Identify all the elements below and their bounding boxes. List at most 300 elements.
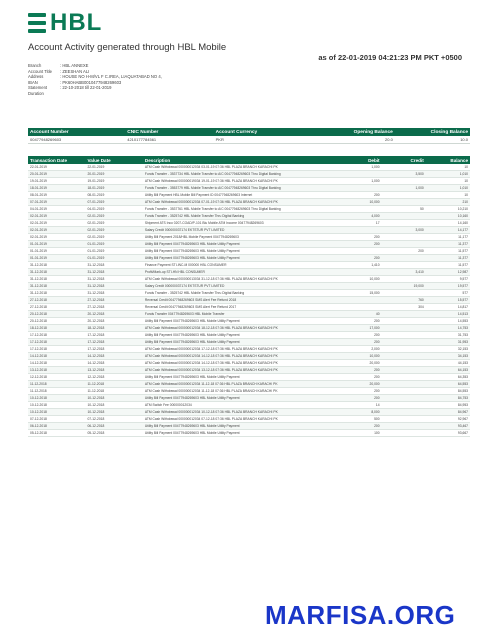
table-row: [28, 178, 470, 185]
table-cell: 1,000: [382, 185, 426, 192]
column-header: Credit: [382, 156, 426, 164]
table-cell: [382, 374, 426, 381]
table-cell: 32,153: [426, 346, 470, 353]
table-cell: 02-01-2019: [85, 227, 142, 234]
info-value: : HOUSE NO H-M/VL F C.IREA, LIAQUATABAD NO 4,: [60, 74, 162, 80]
table-cell: 1,000: [337, 164, 381, 171]
table-cell: 20,000: [337, 381, 381, 388]
table-cell: 06-12-2018: [85, 423, 142, 430]
table-cell: 27-12-2018: [28, 304, 85, 311]
table-cell: [382, 339, 426, 346]
table-cell: [382, 318, 426, 325]
table-cell: 1,000: [337, 178, 381, 185]
table-row: [28, 283, 470, 290]
table-cell: Utility Bill Payment 00477948269603 HBL Mobile Utility Payment: [143, 395, 337, 402]
table-cell: 01-01-2019: [28, 255, 85, 262]
table-cell: 200: [337, 423, 381, 430]
watermark: MARFISA.ORG: [265, 600, 456, 630]
table-cell: 20-12-2018: [85, 311, 142, 318]
table-cell: 15,577: [426, 297, 470, 304]
table-cell: 02-01-2019: [28, 220, 85, 227]
table-cell: 18-12-2018: [28, 325, 85, 332]
table-cell: [382, 241, 426, 248]
table-cell: 14-12-2018: [85, 360, 142, 367]
table-cell: [382, 255, 426, 262]
table-cell: Funds Transfer - 3525742 HBL Mobile Transfer Thru Digital Banking: [143, 213, 337, 220]
account-info: [28, 63, 162, 97]
table-cell: 06-12-2018: [28, 423, 85, 430]
table-cell: 200: [337, 318, 381, 325]
table-row: [28, 374, 470, 381]
table-cell: 02-01-2019: [85, 213, 142, 220]
table-cell: 07-01-2019: [28, 199, 85, 206]
table-cell: 11,577: [426, 248, 470, 255]
table-cell: Finance Payment STI-INC-M 000000 HBL CONSUMER: [143, 262, 337, 269]
table-cell: Reversal Credit 00477948269603 SMS Alert Fee Refund 2018: [143, 297, 337, 304]
table-cell: 02-01-2019: [85, 220, 142, 227]
table-cell: ATM Cash Withdrawal 000000012034 18-12-18 07:36 HBL PLAZA BRANCH KARACHI PK: [143, 325, 337, 332]
table-cell: 10,000: [337, 353, 381, 360]
table-row: [28, 262, 470, 269]
table-cell: [382, 199, 426, 206]
table-cell: 200: [337, 339, 381, 346]
table-cell: Utility Bill Payment 00477948269603 HBL Mobile Utility Payment: [143, 430, 337, 437]
table-cell: 17-12-2018: [28, 332, 85, 339]
table-cell: 3,410: [382, 269, 426, 276]
table-cell: 92,967: [426, 416, 470, 423]
account-row: [28, 136, 470, 144]
table-cell: 27-12-2018: [85, 297, 142, 304]
table-cell: 12,987: [426, 269, 470, 276]
table-cell: 304: [382, 304, 426, 311]
table-cell: 10-12-2018: [85, 395, 142, 402]
page-title: Account Activity generated through HBL Mobile: [28, 42, 227, 53]
table-cell: 10: [426, 164, 470, 171]
table-cell: 31-12-2018: [28, 269, 85, 276]
table-cell: [382, 423, 426, 430]
table-cell: 1,010: [426, 171, 470, 178]
table-cell: [337, 227, 381, 234]
table-cell: 14,753: [426, 325, 470, 332]
table-row: [28, 297, 470, 304]
table-row: [28, 402, 470, 409]
info-row: [28, 85, 162, 96]
table-cell: Funds Transfer - 3553779 HBL Mobile Transfer to A/C 00477948269603 Thru Digital Banking: [143, 185, 337, 192]
table-cell: Shipment ATS Inco 0207-COAD/P-101 Blu Mobile ATM Income 00477948269603: [143, 220, 337, 227]
table-cell: [382, 409, 426, 416]
column-header: CNIC Number: [125, 128, 213, 136]
info-value: : HBL ANNEXE: [60, 63, 89, 68]
table-cell: 64,553: [426, 381, 470, 388]
table-cell: 04-01-2019: [28, 206, 85, 213]
table-cell: 01-01-2019: [28, 241, 85, 248]
table-cell: 200: [337, 395, 381, 402]
table-cell: Utility Bill Payment 00477948269603 HBL Mobile Utility Payment: [143, 241, 337, 248]
table-cell: 22-01-2019: [28, 164, 85, 171]
table-cell: 4,000: [337, 213, 381, 220]
table-cell: 10,160: [426, 213, 470, 220]
table-row: [28, 227, 470, 234]
table-cell: 02-01-2019: [28, 234, 85, 241]
table-row: [28, 360, 470, 367]
table-cell: 1,010: [426, 185, 470, 192]
table-cell: 20-12-2018: [28, 318, 85, 325]
table-row: [28, 388, 470, 395]
table-cell: 11,377: [426, 255, 470, 262]
table-cell: 11-12-2018: [85, 381, 142, 388]
table-cell: 31-12-2018: [85, 276, 142, 283]
table-cell: 8,000: [337, 409, 381, 416]
table-cell: Profit/Mark-up STI-HN HBL CONSUMER: [143, 269, 337, 276]
table-cell: 31-12-2018: [85, 290, 142, 297]
table-cell: 3,000: [382, 227, 426, 234]
table-cell: [382, 332, 426, 339]
table-cell: 14-12-2018: [28, 360, 85, 367]
hbl-logo: [28, 10, 118, 36]
table-cell: ATM Cash Withdrawal 000000012034 14-12-18 07:36 HBL PLAZA BRANCH KARACHI PK: [143, 360, 337, 367]
table-cell: 760: [382, 297, 426, 304]
column-header: Transaction Date: [28, 156, 85, 164]
table-row: [28, 423, 470, 430]
table-cell: [337, 248, 381, 255]
table-cell: 577: [426, 290, 470, 297]
table-row: [28, 304, 470, 311]
table-cell: Salary Credit 000000037174 EKTSTUR PVT LIMITED: [143, 227, 337, 234]
table-cell: 200: [337, 388, 381, 395]
table-cell: 14,160: [426, 220, 470, 227]
table-cell: 200: [337, 192, 381, 199]
table-cell: 12-12-2018: [28, 374, 85, 381]
table-cell: [382, 381, 426, 388]
table-row: [28, 409, 470, 416]
table-row: [28, 325, 470, 332]
table-row: [28, 206, 470, 213]
column-header: Closing Balance: [395, 128, 470, 136]
table-cell: ATM Cash Withdrawal 000000012034 07-12-18 07:36 HBL PLAZA BRANCH KARACHI PK: [143, 416, 337, 423]
table-row: [28, 255, 470, 262]
table-cell: 31,753: [426, 332, 470, 339]
table-cell: [382, 178, 426, 185]
account-summary-table: [28, 128, 470, 144]
table-cell: Utility Bill Payment 00477948269603 HBL Mobile Utility Payment: [143, 248, 337, 255]
table-cell: 01-01-2019: [85, 255, 142, 262]
table-cell: [382, 353, 426, 360]
table-cell: [337, 297, 381, 304]
table-cell: [382, 360, 426, 367]
transactions-table: [28, 156, 470, 437]
table-cell: 15,000: [337, 290, 381, 297]
table-row: [28, 199, 470, 206]
table-cell: 17-12-2018: [28, 346, 85, 353]
table-cell: 93,667: [426, 430, 470, 437]
table-cell: ATM Cash Withdrawal 000000012034 11-12-18 07:36 HBL PLAZA BRANCH KARACHI PK: [143, 388, 337, 395]
table-cell: 31-12-2018: [28, 262, 85, 269]
table-cell: 93,467: [426, 423, 470, 430]
table-cell: 11-12-2018: [28, 388, 85, 395]
table-cell: 11,177: [426, 234, 470, 241]
table-cell: 10-12-2018: [28, 395, 85, 402]
table-cell: [337, 185, 381, 192]
table-cell: ATM Cash Withdrawal 000000012034 11-12-18 07:36 HBL PLAZA BRANCH KARACHI PK: [143, 381, 337, 388]
hbl-logo-icon: [28, 13, 46, 33]
table-cell: [382, 220, 426, 227]
table-cell: Utility Bill Payment 00477948269603 HBL Mobile Utility Payment: [143, 423, 337, 430]
table-cell: 07-01-2019: [85, 199, 142, 206]
table-cell: 20,000: [337, 360, 381, 367]
table-cell: 10,000: [337, 199, 381, 206]
table-cell: 64,353: [426, 374, 470, 381]
table-row: [28, 381, 470, 388]
table-cell: 31-12-2018: [85, 269, 142, 276]
table-cell: [382, 367, 426, 374]
table-cell: 1,410: [337, 262, 381, 269]
table-cell: 31,953: [426, 339, 470, 346]
table-cell: 20-01-2019: [28, 171, 85, 178]
table-cell: [382, 262, 426, 269]
table-cell: 210: [426, 199, 470, 206]
table-cell: 01-01-2019: [85, 248, 142, 255]
table-cell: 2,000: [337, 346, 381, 353]
table-cell: 17: [337, 220, 381, 227]
logo-text: HBL: [50, 9, 103, 36]
table-cell: Funds Transfer 00477948269603 HBL Mobile Transfer: [143, 311, 337, 318]
table-row: [28, 353, 470, 360]
column-header: Value Date: [85, 156, 142, 164]
column-header: Account Number: [28, 128, 125, 136]
table-cell: ATM Cash Withdrawal 000000013034 31-12-18 07:36 HBL PLAZA BRANCH KARACHI PK: [143, 276, 337, 283]
table-cell: [382, 213, 426, 220]
table-cell: 08-01-2019: [28, 192, 85, 199]
table-cell: 10,210: [426, 206, 470, 213]
table-cell: 17-12-2018: [28, 339, 85, 346]
table-cell: [382, 234, 426, 241]
table-cell: 20.0: [320, 136, 395, 144]
table-cell: Utility Bill Payment HBL Mobile Bill Payment ID 00477948269603 Internet: [143, 192, 337, 199]
table-cell: 20-12-2018: [85, 318, 142, 325]
info-label: Account Title: [28, 68, 52, 74]
table-cell: 14,513: [426, 311, 470, 318]
table-cell: [382, 395, 426, 402]
table-cell: [382, 325, 426, 332]
table-cell: 14-12-2018: [85, 353, 142, 360]
table-cell: 12-12-2018: [85, 374, 142, 381]
table-cell: 17,000: [337, 325, 381, 332]
table-cell: 22-01-2019: [85, 164, 142, 171]
table-cell: 200: [337, 332, 381, 339]
table-cell: 20-12-2018: [28, 311, 85, 318]
table-cell: 20-01-2019: [85, 171, 142, 178]
info-value: : PK60HABB0010477948269603: [60, 79, 122, 85]
table-cell: Utility Bill Payment 00477948269603 HBL Mobile Utility Payment: [143, 374, 337, 381]
table-cell: Funds Transfer - 3525742 HBL Mobile Transfer Thru Digital Banking: [143, 290, 337, 297]
table-cell: [337, 269, 381, 276]
table-cell: 84,953: [426, 402, 470, 409]
table-cell: 10: [426, 178, 470, 185]
info-label: Statement Duration: [28, 85, 48, 96]
table-cell: [337, 171, 381, 178]
table-cell: [382, 402, 426, 409]
table-cell: Utility Bill Payment 00477948269603 HBL Mobile Utility Payment: [143, 255, 337, 262]
table-row: [28, 213, 470, 220]
table-cell: 02-01-2019: [28, 213, 85, 220]
info-label: Address: [28, 74, 44, 80]
table-cell: 50: [382, 206, 426, 213]
table-cell: 4210177784561: [125, 136, 213, 144]
table-cell: 05-12-2018: [28, 430, 85, 437]
table-cell: 34,153: [426, 353, 470, 360]
table-row: [28, 332, 470, 339]
table-cell: 14-12-2018: [28, 353, 85, 360]
table-cell: 00477948269603: [28, 136, 125, 144]
table-row: [28, 269, 470, 276]
column-header: Account Currency: [214, 128, 320, 136]
table-cell: 3,500: [382, 171, 426, 178]
table-cell: 11,377: [426, 241, 470, 248]
table-row: [28, 171, 470, 178]
table-cell: 27-12-2018: [28, 297, 85, 304]
table-row: [28, 248, 470, 255]
column-header: Debit: [337, 156, 381, 164]
table-cell: [382, 276, 426, 283]
table-cell: [382, 416, 426, 423]
table-cell: Funds Transfer - 3537761 HBL Mobile Transfer to A/C 00477948269603 Thru Digital Banking: [143, 206, 337, 213]
table-cell: 14,817: [426, 304, 470, 311]
table-cell: 11,577: [426, 262, 470, 269]
table-cell: 13-12-2018: [85, 367, 142, 374]
table-cell: [337, 283, 381, 290]
table-cell: 40: [337, 311, 381, 318]
table-cell: 02-01-2019: [85, 234, 142, 241]
table-row: [28, 220, 470, 227]
column-header: Description: [143, 156, 337, 164]
table-cell: 19-01-2019: [85, 178, 142, 185]
table-cell: 84,967: [426, 409, 470, 416]
table-cell: 9,577: [426, 276, 470, 283]
table-cell: 01-01-2019: [28, 248, 85, 255]
table-row: [28, 395, 470, 402]
table-cell: 200: [337, 241, 381, 248]
table-row: [28, 192, 470, 199]
table-cell: 14,553: [426, 318, 470, 325]
table-cell: 07-12-2018: [28, 416, 85, 423]
table-cell: 200: [337, 234, 381, 241]
table-cell: [382, 290, 426, 297]
table-cell: Utility Bill Payment 2018/HBL Mobile Payment 00477948269603: [143, 234, 337, 241]
table-cell: 84,753: [426, 395, 470, 402]
table-cell: 200: [337, 367, 381, 374]
table-cell: 200: [337, 374, 381, 381]
table-cell: Salary Credit 000000037174 EKTSTUR PVT LIMITED: [143, 283, 337, 290]
table-row: [28, 339, 470, 346]
info-value: : ZEESHAN ALI: [60, 68, 90, 74]
table-cell: 44,153: [426, 360, 470, 367]
table-cell: 11-12-2018: [28, 381, 85, 388]
table-cell: Funds Transfer - 3537734 HBL Mobile Transfer to A/C 00477948269603 Thru Digital Banking: [143, 171, 337, 178]
table-cell: 17-12-2018: [85, 346, 142, 353]
table-cell: ATM Switch Fee 000000012034: [143, 402, 337, 409]
table-cell: [337, 206, 381, 213]
table-cell: 64,153: [426, 367, 470, 374]
table-row: [28, 367, 470, 374]
table-cell: Reversal Credit 00477948269603 SMS Alert Fee Refund 2017: [143, 304, 337, 311]
table-cell: Utility Bill Payment 00477948269603 HBL Mobile Utility Payment: [143, 339, 337, 346]
table-cell: ATM Cash Withdrawal 000000012034 10-12-18 07:36 HBL PLAZA BRANCH KARACHI PK: [143, 409, 337, 416]
table-cell: 31-12-2018: [28, 276, 85, 283]
table-cell: 04-01-2019: [85, 206, 142, 213]
table-cell: [382, 192, 426, 199]
table-cell: 10: [426, 192, 470, 199]
table-row: [28, 346, 470, 353]
table-cell: PKR: [214, 136, 320, 144]
table-cell: 13-12-2018: [28, 367, 85, 374]
table-cell: 17-12-2018: [85, 332, 142, 339]
table-cell: [382, 311, 426, 318]
table-row: [28, 318, 470, 325]
table-cell: 10,000: [337, 276, 381, 283]
table-cell: Utility Bill Payment 00477948269603 HBL Mobile Utility Payment: [143, 332, 337, 339]
table-cell: ATM Cash Withdrawal 000000019034 19-01-19 07:36 HBL PLAZA BRANCH KARACHI PK: [143, 178, 337, 185]
table-cell: 14,177: [426, 227, 470, 234]
table-row: [28, 234, 470, 241]
table-cell: ATM Cash Withdrawal 000000012034 07-01-19 07:36 HBL PLAZA BRANCH KARACHI PK: [143, 199, 337, 206]
table-cell: Utility Bill Payment 00477948269603 HBL Mobile Utility Payment: [143, 318, 337, 325]
table-cell: 18-01-2019: [28, 185, 85, 192]
table-cell: 10-12-2018: [85, 402, 142, 409]
table-cell: 31-12-2018: [85, 262, 142, 269]
table-cell: 200: [382, 248, 426, 255]
table-cell: 100: [337, 430, 381, 437]
table-row: [28, 290, 470, 297]
table-cell: 10-12-2018: [85, 409, 142, 416]
table-cell: 19,000: [382, 283, 426, 290]
table-cell: 500: [337, 416, 381, 423]
table-cell: 14: [337, 402, 381, 409]
table-cell: 05-12-2018: [85, 430, 142, 437]
table-cell: 18-01-2019: [85, 185, 142, 192]
table-row: [28, 241, 470, 248]
table-cell: 200: [337, 255, 381, 262]
table-cell: 19-01-2019: [28, 178, 85, 185]
table-cell: 11-12-2018: [85, 388, 142, 395]
info-label: Branch: [28, 63, 42, 68]
table-row: [28, 185, 470, 192]
table-cell: 01-01-2019: [85, 241, 142, 248]
table-cell: 17-12-2018: [85, 339, 142, 346]
table-cell: 10-12-2018: [28, 409, 85, 416]
table-cell: 02-01-2019: [28, 227, 85, 234]
table-cell: [382, 346, 426, 353]
table-cell: ATM Cash Withdrawal 000000012034 13-12-18 07:36 HBL PLAZA BRANCH KARACHI PK: [143, 367, 337, 374]
table-row: [28, 430, 470, 437]
table-row: [28, 311, 470, 318]
info-label: IBAN: [28, 79, 38, 85]
table-cell: 19,577: [426, 283, 470, 290]
table-cell: 31-12-2018: [85, 283, 142, 290]
table-cell: 08-01-2019: [85, 192, 142, 199]
table-cell: 84,553: [426, 388, 470, 395]
table-cell: [382, 430, 426, 437]
table-row: [28, 416, 470, 423]
column-header: Opening Balance: [320, 128, 395, 136]
table-cell: [337, 304, 381, 311]
table-cell: 31-12-2018: [28, 290, 85, 297]
table-cell: ATM Cash Withdrawal 000000012034 14-12-18 07:36 HBL PLAZA BRANCH KARACHI PK: [143, 353, 337, 360]
table-cell: ATM Cash Withdrawal 000000012034 17-12-18 07:36 HBL PLAZA BRANCH KARACHI PK: [143, 346, 337, 353]
info-value: : 22-10-2018 till 22-01-2019: [60, 85, 112, 91]
table-cell: [382, 388, 426, 395]
table-cell: 27-12-2018: [85, 304, 142, 311]
table-cell: ATM Cash Withdrawal 000000012034 03-01-19 07:36 HBL PLAZA BRANCH KARACHI PK: [143, 164, 337, 171]
